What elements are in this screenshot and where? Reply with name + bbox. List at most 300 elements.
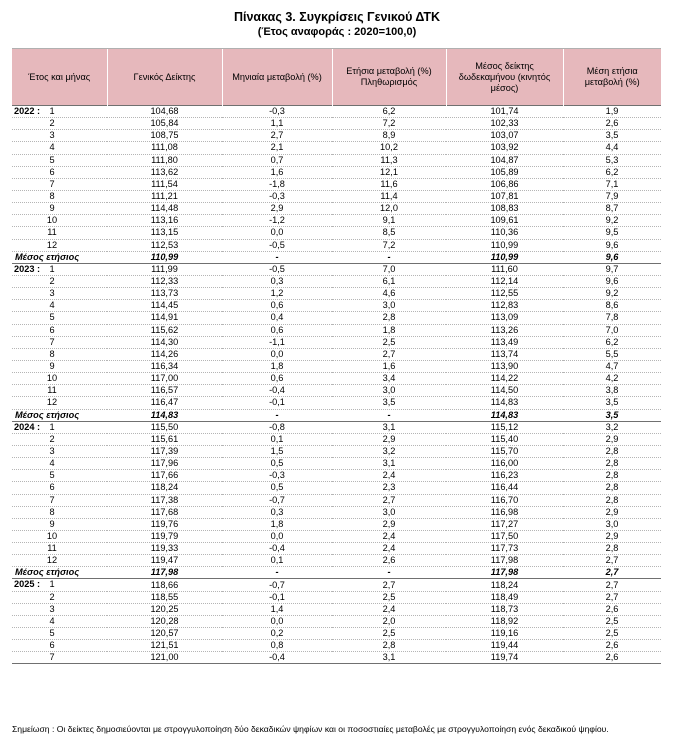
twelve-month-average-cell: 116,23: [446, 470, 563, 482]
monthly-change-cell: 0,7: [222, 154, 332, 166]
year-month-cell: [12, 518, 107, 530]
general-index-cell: 112,33: [107, 275, 222, 287]
twelve-month-average-cell: 117,98: [446, 567, 563, 579]
general-index-cell: 119,76: [107, 518, 222, 530]
month-label: 10: [46, 530, 58, 541]
average-annual-change-cell: 5,5: [563, 348, 661, 360]
annual-change-cell: 7,2: [332, 239, 446, 251]
month-label: 1: [49, 421, 55, 432]
year-month-cell: [12, 203, 107, 215]
average-annual-change-cell: 2,8: [563, 543, 661, 555]
table-row: [12, 603, 661, 615]
table-row: [12, 373, 661, 385]
month-label: 2: [49, 591, 55, 602]
general-index-cell: 119,33: [107, 543, 222, 555]
annual-change-cell: 8,5: [332, 227, 446, 239]
table-row: [12, 433, 661, 445]
annual-change-cell: 2,4: [332, 530, 446, 542]
monthly-change-cell: 0,6: [222, 300, 332, 312]
monthly-change-cell: 0,8: [222, 640, 332, 652]
header-annual-change: Ετήσια μεταβολή (%) Πληθωρισμός: [332, 49, 446, 106]
twelve-month-average-cell: 105,89: [446, 166, 563, 178]
annual-change-cell: -: [332, 567, 446, 579]
table-row: [12, 421, 661, 433]
monthly-change-cell: -0,5: [222, 239, 332, 251]
month-label: 5: [49, 154, 55, 165]
cpi-comparison-table: [12, 48, 661, 664]
monthly-change-cell: 0,0: [222, 227, 332, 239]
annual-change-cell: 7,2: [332, 118, 446, 130]
annual-average-label: Μέσος ετήσιος: [12, 567, 107, 579]
month-label: 8: [49, 190, 55, 201]
twelve-month-average-cell: 114,22: [446, 373, 563, 385]
month-label: 12: [46, 397, 58, 408]
average-annual-change-cell: 2,6: [563, 640, 661, 652]
general-index-cell: 117,00: [107, 373, 222, 385]
annual-change-cell: 2,8: [332, 640, 446, 652]
twelve-month-average-cell: 110,36: [446, 227, 563, 239]
month-label: 6: [49, 640, 55, 651]
annual-change-cell: 2,5: [332, 336, 446, 348]
annual-change-cell: -: [332, 251, 446, 263]
year-month-cell: [12, 106, 107, 118]
general-index-cell: 114,83: [107, 409, 222, 421]
year-month-cell: [12, 433, 107, 445]
annual-change-cell: 2,5: [332, 591, 446, 603]
monthly-change-cell: -0,8: [222, 421, 332, 433]
annual-change-cell: 2,9: [332, 518, 446, 530]
monthly-change-cell: -0,4: [222, 385, 332, 397]
average-annual-change-cell: 2,8: [563, 458, 661, 470]
average-annual-change-cell: 8,6: [563, 300, 661, 312]
month-label: 3: [49, 288, 55, 299]
general-index-cell: 117,98: [107, 567, 222, 579]
twelve-month-average-cell: 110,99: [446, 239, 563, 251]
twelve-month-average-cell: 110,99: [446, 251, 563, 263]
average-annual-change-cell: 9,2: [563, 215, 661, 227]
monthly-change-cell: 0,3: [222, 275, 332, 287]
twelve-month-average-cell: 103,92: [446, 142, 563, 154]
year-month-cell: [12, 397, 107, 409]
general-index-cell: 111,80: [107, 154, 222, 166]
year-month-cell: [12, 275, 107, 287]
table-row: [12, 227, 661, 239]
table-row: [12, 190, 661, 202]
table-row: [12, 543, 661, 555]
general-index-cell: 111,99: [107, 263, 222, 275]
table-row: [12, 360, 661, 372]
table-body: [12, 106, 661, 664]
month-label: 2: [49, 118, 55, 129]
average-annual-change-cell: 6,2: [563, 336, 661, 348]
table-row: [12, 154, 661, 166]
year-month-cell: [12, 360, 107, 372]
table-row: [12, 591, 661, 603]
average-annual-change-cell: 2,9: [563, 506, 661, 518]
annual-change-cell: 2,7: [332, 579, 446, 591]
average-annual-change-cell: 2,8: [563, 494, 661, 506]
average-annual-change-cell: 3,5: [563, 397, 661, 409]
average-annual-change-cell: 3,0: [563, 518, 661, 530]
monthly-change-cell: -0,3: [222, 190, 332, 202]
general-index-cell: 104,68: [107, 106, 222, 118]
general-index-cell: 121,51: [107, 640, 222, 652]
year-label: 2023 :: [14, 263, 41, 274]
annual-change-cell: 11,4: [332, 190, 446, 202]
monthly-change-cell: 0,5: [222, 482, 332, 494]
year-month-cell: [12, 421, 107, 433]
annual-change-cell: 3,1: [332, 652, 446, 664]
twelve-month-average-cell: 109,61: [446, 215, 563, 227]
average-annual-change-cell: 9,5: [563, 227, 661, 239]
annual-change-cell: 2,7: [332, 494, 446, 506]
monthly-change-cell: 0,3: [222, 506, 332, 518]
annual-change-cell: 12,1: [332, 166, 446, 178]
general-index-cell: 111,08: [107, 142, 222, 154]
year-month-cell: [12, 506, 107, 518]
twelve-month-average-cell: 113,74: [446, 348, 563, 360]
general-index-cell: 117,68: [107, 506, 222, 518]
table-row: [12, 142, 661, 154]
table-row: [12, 106, 661, 118]
year-month-cell: [12, 154, 107, 166]
average-annual-change-cell: 9,6: [563, 251, 661, 263]
average-annual-change-cell: 4,4: [563, 142, 661, 154]
table-row: [12, 288, 661, 300]
general-index-cell: 111,54: [107, 178, 222, 190]
annual-change-cell: 2,3: [332, 482, 446, 494]
table-row: [12, 555, 661, 567]
table-row: [12, 118, 661, 130]
twelve-month-average-cell: 117,73: [446, 543, 563, 555]
general-index-cell: 112,53: [107, 239, 222, 251]
twelve-month-average-cell: 114,83: [446, 409, 563, 421]
general-index-cell: 117,39: [107, 445, 222, 457]
table-row: [12, 312, 661, 324]
footnote: Σημείωση : Οι δείκτες δημοσιεύονται με στρογγυλοποίηση δύο δεκαδικών ψηφίων και οι ποσοστιαίες μεταβολές με στρογγυλοποίηση ενός δεκαδικού ψηφίου.: [12, 724, 609, 734]
general-index-cell: 116,34: [107, 360, 222, 372]
table-row: [12, 579, 661, 591]
table-row: [12, 518, 661, 530]
general-index-cell: 119,47: [107, 555, 222, 567]
monthly-change-cell: 0,0: [222, 348, 332, 360]
general-index-cell: 115,62: [107, 324, 222, 336]
year-month-cell: [12, 628, 107, 640]
monthly-change-cell: 0,2: [222, 628, 332, 640]
year-month-cell: [12, 385, 107, 397]
month-label: 12: [46, 239, 58, 250]
month-label: 4: [49, 142, 55, 153]
average-annual-change-cell: 7,9: [563, 190, 661, 202]
table-row: [12, 385, 661, 397]
annual-change-cell: 9,1: [332, 215, 446, 227]
monthly-change-cell: -: [222, 409, 332, 421]
twelve-month-average-cell: 116,98: [446, 506, 563, 518]
general-index-cell: 108,75: [107, 130, 222, 142]
year-month-cell: [12, 263, 107, 275]
month-label: 10: [46, 215, 58, 226]
twelve-month-average-cell: 113,49: [446, 336, 563, 348]
average-annual-change-cell: 2,7: [563, 555, 661, 567]
month-label: 7: [49, 336, 55, 347]
month-label: 9: [49, 203, 55, 214]
general-index-cell: 114,26: [107, 348, 222, 360]
twelve-month-average-cell: 113,09: [446, 312, 563, 324]
month-label: 11: [47, 543, 57, 554]
monthly-change-cell: 0,6: [222, 373, 332, 385]
table-row: [12, 470, 661, 482]
year-month-cell: [12, 458, 107, 470]
annual-change-cell: 11,3: [332, 154, 446, 166]
year-month-cell: [12, 543, 107, 555]
monthly-change-cell: 0,0: [222, 615, 332, 627]
average-annual-change-cell: 6,2: [563, 166, 661, 178]
average-annual-change-cell: 3,5: [563, 409, 661, 421]
year-month-cell: [12, 445, 107, 457]
monthly-change-cell: 1,1: [222, 118, 332, 130]
general-index-cell: 117,66: [107, 470, 222, 482]
general-index-cell: 110,99: [107, 251, 222, 263]
year-month-cell: [12, 142, 107, 154]
year-month-cell: [12, 652, 107, 664]
average-annual-change-cell: 9,7: [563, 263, 661, 275]
month-label: 3: [49, 445, 55, 456]
monthly-change-cell: -0,3: [222, 470, 332, 482]
average-annual-change-cell: 4,2: [563, 373, 661, 385]
annual-change-cell: 1,6: [332, 360, 446, 372]
month-label: 2: [49, 433, 55, 444]
year-month-cell: [12, 373, 107, 385]
table-header-row: [12, 49, 661, 106]
year-month-cell: [12, 591, 107, 603]
twelve-month-average-cell: 102,33: [446, 118, 563, 130]
year-month-cell: [12, 324, 107, 336]
monthly-change-cell: 2,9: [222, 203, 332, 215]
twelve-month-average-cell: 118,49: [446, 591, 563, 603]
table-title: Πίνακας 3. Συγκρίσεις Γενικού ΔΤΚ: [233, 10, 441, 24]
general-index-cell: 118,55: [107, 591, 222, 603]
average-annual-change-cell: 2,8: [563, 482, 661, 494]
year-label: 2025 :: [14, 579, 41, 590]
table-row: [12, 397, 661, 409]
month-label: 6: [49, 166, 55, 177]
month-label: 4: [49, 300, 55, 311]
general-index-cell: 115,61: [107, 433, 222, 445]
general-index-cell: 113,73: [107, 288, 222, 300]
header-monthly-change: Μηνιαία μεταβολή (%): [222, 49, 332, 106]
general-index-cell: 118,66: [107, 579, 222, 591]
annual-average-row: [12, 409, 661, 421]
average-annual-change-cell: 3,5: [563, 130, 661, 142]
year-label: 2024 :: [14, 421, 41, 432]
annual-change-cell: 6,1: [332, 275, 446, 287]
month-label: 3: [49, 603, 55, 614]
annual-change-cell: 3,0: [332, 300, 446, 312]
annual-change-cell: 2,9: [332, 433, 446, 445]
annual-change-cell: 8,9: [332, 130, 446, 142]
general-index-cell: 113,16: [107, 215, 222, 227]
monthly-change-cell: 1,2: [222, 288, 332, 300]
annual-change-cell: 3,0: [332, 385, 446, 397]
year-month-cell: [12, 530, 107, 542]
table-subtitle: (Έτος αναφοράς : 2020=100,0): [257, 26, 417, 38]
general-index-cell: 117,38: [107, 494, 222, 506]
twelve-month-average-cell: 118,92: [446, 615, 563, 627]
year-month-cell: [12, 615, 107, 627]
twelve-month-average-cell: 117,50: [446, 530, 563, 542]
year-month-cell: [12, 239, 107, 251]
monthly-change-cell: 1,5: [222, 445, 332, 457]
annual-change-cell: 10,2: [332, 142, 446, 154]
monthly-change-cell: -1,1: [222, 336, 332, 348]
year-month-cell: [12, 288, 107, 300]
general-index-cell: 115,50: [107, 421, 222, 433]
monthly-change-cell: -0,7: [222, 494, 332, 506]
year-month-cell: [12, 348, 107, 360]
table-row: [12, 652, 661, 664]
average-annual-change-cell: 2,9: [563, 530, 661, 542]
twelve-month-average-cell: 119,16: [446, 628, 563, 640]
average-annual-change-cell: 3,2: [563, 421, 661, 433]
twelve-month-average-cell: 114,83: [446, 397, 563, 409]
year-month-cell: [12, 336, 107, 348]
month-label: 1: [49, 263, 55, 274]
annual-change-cell: 3,2: [332, 445, 446, 457]
month-label: 7: [49, 178, 55, 189]
twelve-month-average-cell: 112,83: [446, 300, 563, 312]
month-label: 9: [49, 360, 55, 371]
monthly-change-cell: -: [222, 251, 332, 263]
general-index-cell: 114,48: [107, 203, 222, 215]
year-month-cell: [12, 470, 107, 482]
general-index-cell: 121,00: [107, 652, 222, 664]
annual-average-label: Μέσος ετήσιος: [12, 251, 107, 263]
year-month-cell: [12, 640, 107, 652]
annual-change-cell: 2,8: [332, 312, 446, 324]
monthly-change-cell: -0,1: [222, 591, 332, 603]
general-index-cell: 114,91: [107, 312, 222, 324]
month-label: 5: [49, 312, 55, 323]
month-label: 6: [49, 482, 55, 493]
monthly-change-cell: -0,5: [222, 263, 332, 275]
month-label: 12: [46, 555, 58, 566]
year-month-cell: [12, 178, 107, 190]
general-index-cell: 120,25: [107, 603, 222, 615]
year-month-cell: [12, 579, 107, 591]
twelve-month-average-cell: 101,74: [446, 106, 563, 118]
month-label: 7: [49, 652, 55, 663]
annual-average-row: [12, 251, 661, 263]
twelve-month-average-cell: 116,70: [446, 494, 563, 506]
table-row: [12, 166, 661, 178]
average-annual-change-cell: 2,5: [563, 615, 661, 627]
monthly-change-cell: 1,8: [222, 360, 332, 372]
average-annual-change-cell: 9,6: [563, 275, 661, 287]
annual-change-cell: 11,6: [332, 178, 446, 190]
annual-change-cell: 1,8: [332, 324, 446, 336]
general-index-cell: 116,57: [107, 385, 222, 397]
twelve-month-average-cell: 117,27: [446, 518, 563, 530]
monthly-change-cell: 0,1: [222, 555, 332, 567]
annual-change-cell: 2,6: [332, 555, 446, 567]
month-label: 5: [49, 628, 55, 639]
average-annual-change-cell: 8,7: [563, 203, 661, 215]
average-annual-change-cell: 2,6: [563, 603, 661, 615]
annual-average-label: Μέσος ετήσιος: [12, 409, 107, 421]
year-month-cell: [12, 118, 107, 130]
average-annual-change-cell: 2,8: [563, 470, 661, 482]
monthly-change-cell: 1,6: [222, 166, 332, 178]
year-month-cell: [12, 312, 107, 324]
annual-change-cell: 3,5: [332, 397, 446, 409]
monthly-change-cell: -1,8: [222, 178, 332, 190]
header-twelve-month-average: Μέσος δείκτης δωδεκαμήνου (κινητός μέσος): [446, 49, 563, 106]
general-index-cell: 105,84: [107, 118, 222, 130]
annual-change-cell: 2,0: [332, 615, 446, 627]
annual-change-cell: 2,5: [332, 628, 446, 640]
year-month-cell: [12, 300, 107, 312]
monthly-change-cell: 2,1: [222, 142, 332, 154]
annual-change-cell: 3,1: [332, 458, 446, 470]
table-row: [12, 239, 661, 251]
month-label: 3: [49, 130, 55, 141]
month-label: 4: [49, 458, 55, 469]
annual-change-cell: 3,4: [332, 373, 446, 385]
table-row: [12, 445, 661, 457]
twelve-month-average-cell: 117,98: [446, 555, 563, 567]
monthly-change-cell: 0,1: [222, 433, 332, 445]
twelve-month-average-cell: 115,70: [446, 445, 563, 457]
general-index-cell: 118,24: [107, 482, 222, 494]
header-year-month: Έτος και μήνας: [12, 49, 107, 106]
twelve-month-average-cell: 104,87: [446, 154, 563, 166]
month-label: 6: [49, 324, 55, 335]
average-annual-change-cell: 2,6: [563, 118, 661, 130]
month-label: 1: [49, 579, 55, 590]
general-index-cell: 120,28: [107, 615, 222, 627]
year-month-cell: [12, 603, 107, 615]
table-row: [12, 628, 661, 640]
annual-change-cell: 3,0: [332, 506, 446, 518]
annual-change-cell: 12,0: [332, 203, 446, 215]
year-month-cell: [12, 166, 107, 178]
average-annual-change-cell: 3,8: [563, 385, 661, 397]
twelve-month-average-cell: 119,74: [446, 652, 563, 664]
table-row: [12, 324, 661, 336]
table-row: [12, 336, 661, 348]
twelve-month-average-cell: 106,86: [446, 178, 563, 190]
table-row: [12, 203, 661, 215]
monthly-change-cell: -0,7: [222, 579, 332, 591]
twelve-month-average-cell: 115,40: [446, 433, 563, 445]
month-label: 11: [47, 385, 57, 396]
monthly-change-cell: 1,4: [222, 603, 332, 615]
annual-change-cell: 2,4: [332, 470, 446, 482]
annual-change-cell: 6,2: [332, 106, 446, 118]
twelve-month-average-cell: 116,44: [446, 482, 563, 494]
table-row: [12, 215, 661, 227]
annual-change-cell: 7,0: [332, 263, 446, 275]
year-month-cell: [12, 494, 107, 506]
average-annual-change-cell: 2,6: [563, 652, 661, 664]
month-label: 8: [49, 348, 55, 359]
year-month-cell: [12, 130, 107, 142]
monthly-change-cell: -: [222, 567, 332, 579]
month-label: 7: [49, 494, 55, 505]
table-row: [12, 494, 661, 506]
table-row: [12, 640, 661, 652]
monthly-change-cell: 0,6: [222, 324, 332, 336]
